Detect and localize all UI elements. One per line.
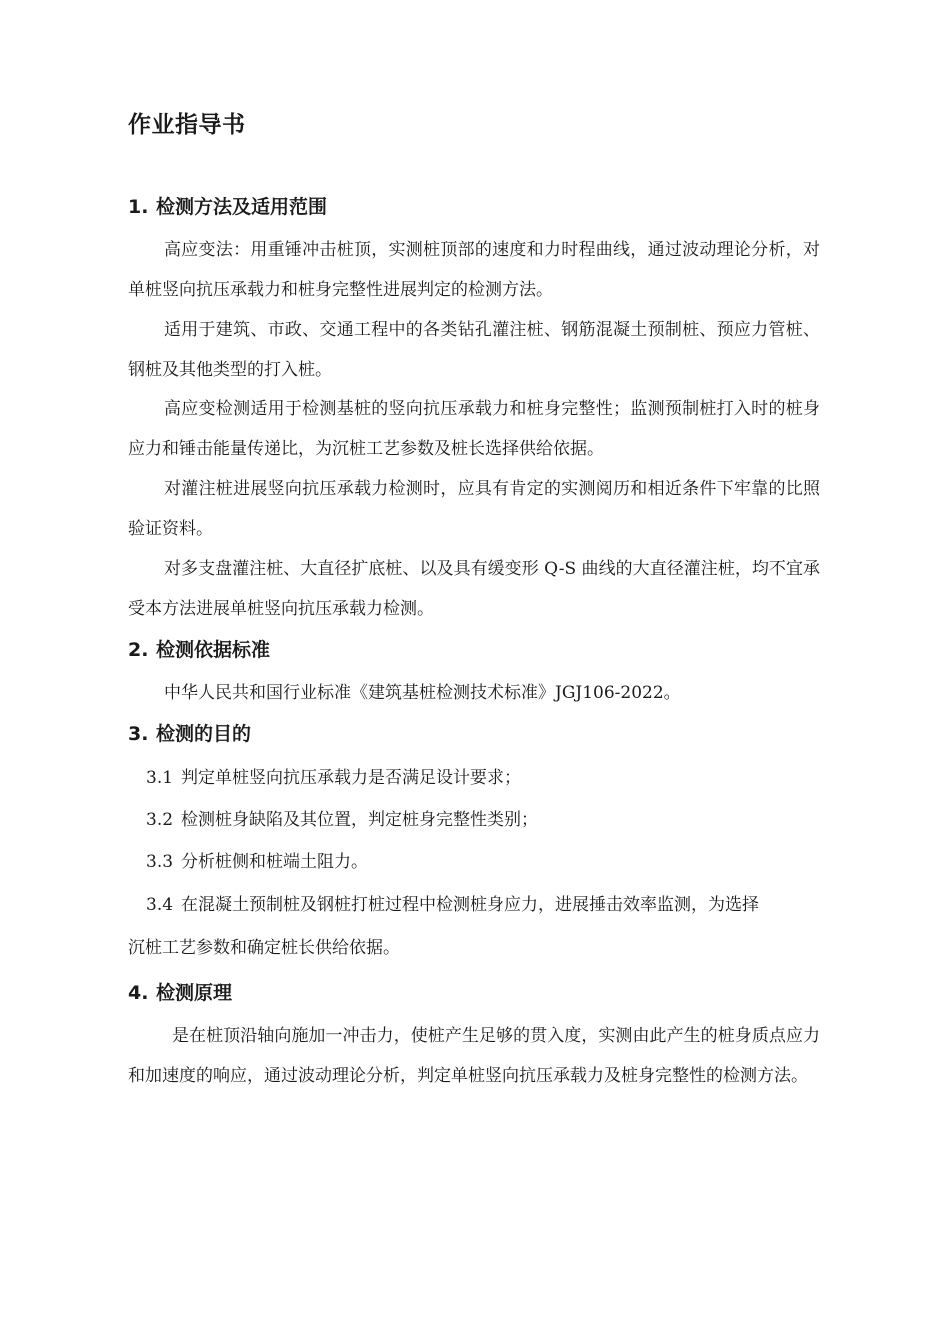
section-3-item-4-text: 在混凝土预制桩及钢桩打桩过程中检测桩身应力，进展捶击效率监测，为选择 <box>181 895 760 915</box>
section-1-paragraph-4: 对灌注桩进展竖向抗压承载力检测时，应具有肯定的实测阅历和相近条件下牢靠的比照验证资料。 <box>128 479 820 539</box>
section-2-text: 中华人民共和国行业标准《建筑基桩检测技术标准》JGJ106-2022。 <box>164 683 681 703</box>
section-3-item-4-continuation: 沉桩工艺参数和确定桩长供给依据。 <box>128 938 400 958</box>
section-4-title: 检测原理 <box>156 982 233 1004</box>
section-3-item-2-text: 检测桩身缺陷及其位置，判定桩身完整性类别； <box>181 810 539 830</box>
section-3-item-2 <box>146 808 538 832</box>
section-1-paragraph-1: 高应变法：用重锤冲击桩顶，实测桩顶部的速度和力时程曲线，通过波动理论分析，对单桩竖向抗压承载力和桩身完整性进展判定的检测方法。 <box>128 240 820 300</box>
section-1-paragraph-2: 适用于建筑、市政、交通工程中的各类钻孔灌注桩、钢筋混凝土预制桩、预应力管桩、钢桩及其他类型的打入桩。 <box>128 320 820 380</box>
section-3-item-2-number: 3.2 <box>146 810 174 830</box>
section-1-heading <box>128 192 327 219</box>
section-3-item-1-text: 判定单桩竖向抗压承载力是否满足设计要求； <box>181 768 522 788</box>
section-4-paragraph: 是在桩顶沿轴向施加一冲击力，使桩产生足够的贯入度，实测由此产生的桩身质点应力和加速度的响应，通过波动理论分析，判定单桩竖向抗压承载力及桩身完整性的检测方法。 <box>128 1026 820 1086</box>
section-3-title: 检测的目的 <box>156 723 252 745</box>
section-2-number: 2. <box>128 639 149 661</box>
section-3-item-4-number: 3.4 <box>146 895 174 915</box>
section-1-number: 1. <box>128 196 149 218</box>
section-2-title: 检测依据标准 <box>156 639 271 661</box>
section-2-heading <box>128 635 270 662</box>
section-3-item-1 <box>146 766 521 790</box>
section-3-item-3-number: 3.3 <box>146 852 174 872</box>
section-1-paragraph-3: 高应变检测适用于检测基桩的竖向抗压承载力和桩身完整性；监测预制桩打入时的桩身应力和锤击能量传递比，为沉桩工艺参数及桩长选择供给依据。 <box>128 399 820 459</box>
section-3-item-1-number: 3.1 <box>146 768 174 788</box>
section-3-item-4 <box>146 893 759 917</box>
section-3-number: 3. <box>128 723 149 745</box>
document-title: 作业指导书 <box>128 112 246 138</box>
section-4-number: 4. <box>128 982 149 1004</box>
section-1-paragraph-5: 对多支盘灌注桩、大直径扩底桩、以及具有缓变形 Q-S 曲线的大直径灌注桩，均不宜承受本方法进展单桩竖向抗压承载力检测。 <box>128 559 820 619</box>
section-3-item-3 <box>146 850 368 874</box>
section-3-heading <box>128 719 251 746</box>
section-4-heading <box>128 978 232 1005</box>
section-1-title: 检测方法及适用范围 <box>156 196 328 218</box>
section-3-item-3-text: 分析桩侧和桩端土阻力。 <box>181 852 369 872</box>
